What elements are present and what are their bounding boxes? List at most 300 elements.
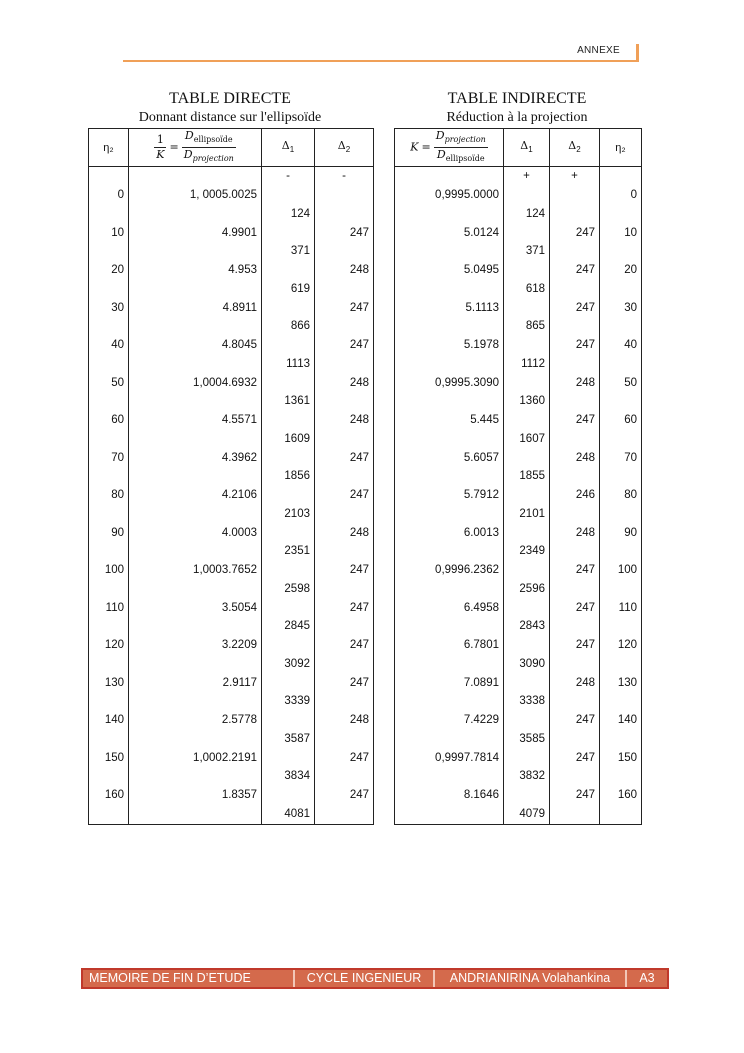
- direct-table-row: [89, 617, 374, 636]
- indirect-cell-eta: [600, 467, 642, 486]
- indirect-cell-value: 0,9996.2362: [395, 561, 504, 580]
- indirect-cell-value: 5.445: [395, 411, 504, 430]
- direct-table-row: [89, 599, 374, 618]
- indirect-header-frac-num: [434, 129, 488, 148]
- direct-table-row: [89, 280, 374, 299]
- indirect-table-row: [395, 561, 642, 580]
- indirect-cell-delta2: [550, 505, 600, 524]
- direct-cell-delta1: 2598: [262, 580, 315, 599]
- indirect-table-row: [395, 280, 642, 299]
- direct-table-row: [89, 205, 374, 224]
- indirect-table-row: [395, 355, 642, 374]
- direct-cell-eta: 80: [89, 486, 129, 505]
- indirect-header-frac-den-var: D: [436, 148, 446, 162]
- indirect-cell-delta1: 2843: [504, 617, 550, 636]
- direct-cell-delta1: [262, 599, 315, 618]
- direct-cell-delta2: [315, 280, 374, 299]
- direct-cell-delta2: -: [315, 167, 374, 186]
- direct-cell-value: [129, 317, 262, 336]
- direct-cell-delta1: [262, 524, 315, 543]
- indirect-cell-delta2: 248: [550, 449, 600, 468]
- indirect-cell-delta2: [550, 617, 600, 636]
- direct-cell-eta: [89, 505, 129, 524]
- indirect-cell-eta: [600, 767, 642, 786]
- direct-cell-delta1: 124: [262, 205, 315, 224]
- direct-cell-value: [129, 392, 262, 411]
- indirect-cell-eta: [600, 542, 642, 561]
- direct-header-frac-right-den-var: D: [183, 148, 193, 162]
- direct-cell-delta1: [262, 299, 315, 318]
- direct-table-row: [89, 505, 374, 524]
- indirect-cell-delta2: 248: [550, 674, 600, 693]
- direct-cell-value: [129, 617, 262, 636]
- direct-cell-value: [129, 205, 262, 224]
- indirect-cell-delta1: [504, 486, 550, 505]
- indirect-cell-delta1: [504, 186, 550, 205]
- indirect-cell-value: [395, 242, 504, 261]
- indirect-cell-eta: 50: [600, 374, 642, 393]
- indirect-cell-delta1: [504, 599, 550, 618]
- indirect-cell-value: [395, 505, 504, 524]
- direct-cell-value: [129, 542, 262, 561]
- direct-cell-eta: [89, 167, 129, 186]
- indirect-cell-eta: 90: [600, 524, 642, 543]
- direct-cell-delta1: 4081: [262, 805, 315, 824]
- indirect-cell-eta: 10: [600, 224, 642, 243]
- indirect-table-row: [395, 730, 642, 749]
- direct-table-subtitle: Donnant distance sur l'ellipsoïde: [138, 110, 322, 125]
- indirect-cell-delta2: 246: [550, 486, 600, 505]
- indirect-table-subtitle: Réduction à la projection: [446, 110, 588, 125]
- direct-cell-delta2: [315, 505, 374, 524]
- direct-cell-eta: [89, 242, 129, 261]
- direct-header-delta2-sub: 2: [345, 144, 351, 154]
- indirect-cell-delta2: [550, 730, 600, 749]
- direct-cell-value: [129, 355, 262, 374]
- direct-cell-eta: [89, 355, 129, 374]
- indirect-cell-eta: 100: [600, 561, 642, 580]
- direct-cell-delta1: 866: [262, 317, 315, 336]
- direct-cell-delta1: -: [262, 167, 315, 186]
- indirect-cell-delta1: [504, 711, 550, 730]
- direct-cell-delta2: 247: [315, 636, 374, 655]
- indirect-cell-delta1: 3832: [504, 767, 550, 786]
- indirect-cell-value: [395, 167, 504, 186]
- indirect-cell-delta1: [504, 261, 550, 280]
- indirect-cell-eta: 70: [600, 449, 642, 468]
- direct-cell-value: 4.0003: [129, 524, 262, 543]
- direct-cell-delta2: [315, 805, 374, 824]
- direct-header-eta: η₂: [89, 129, 129, 167]
- direct-cell-value: [129, 805, 262, 824]
- direct-cell-eta: [89, 580, 129, 599]
- direct-table-row: [89, 636, 374, 655]
- indirect-cell-eta: [600, 317, 642, 336]
- indirect-table-row: [395, 392, 642, 411]
- indirect-table-row: [395, 336, 642, 355]
- indirect-table-row: [395, 580, 642, 599]
- indirect-cell-value: [395, 692, 504, 711]
- indirect-cell-delta1: [504, 299, 550, 318]
- indirect-cell-value: 0,9995.3090: [395, 374, 504, 393]
- indirect-header-delta2-sub: 2: [576, 144, 581, 154]
- indirect-header-ratio: [395, 129, 504, 167]
- indirect-cell-delta2: 247: [550, 636, 600, 655]
- direct-cell-delta1: [262, 674, 315, 693]
- indirect-cell-delta2: 247: [550, 749, 600, 768]
- indirect-cell-value: 5.0495: [395, 261, 504, 280]
- direct-cell-eta: 150: [89, 749, 129, 768]
- direct-cell-eta: 30: [89, 299, 129, 318]
- indirect-cell-delta2: [550, 542, 600, 561]
- footer-author: ANDRIANIRINA Volahankina: [435, 970, 627, 987]
- direct-sign-row: [89, 167, 374, 186]
- direct-cell-delta1: [262, 186, 315, 205]
- direct-table-row: [89, 186, 374, 205]
- indirect-cell-value: 7.4229: [395, 711, 504, 730]
- direct-cell-delta2: 247: [315, 786, 374, 805]
- indirect-header-delta1-sub: 1: [528, 144, 533, 154]
- direct-cell-delta1: 1361: [262, 392, 315, 411]
- indirect-cell-eta: 0: [600, 186, 642, 205]
- direct-cell-eta: [89, 542, 129, 561]
- indirect-table-row: [395, 674, 642, 693]
- direct-cell-delta1: 1856: [262, 467, 315, 486]
- direct-table-header-row: [89, 129, 374, 167]
- direct-cell-eta: [89, 767, 129, 786]
- direct-cell-delta2: [315, 392, 374, 411]
- direct-header-frac-right: [182, 129, 236, 166]
- indirect-table-row: [395, 655, 642, 674]
- direct-header-frac-left: [154, 133, 166, 162]
- direct-table-row: [89, 317, 374, 336]
- indirect-cell-delta2: [550, 655, 600, 674]
- direct-cell-value: [129, 242, 262, 261]
- direct-table-row: [89, 486, 374, 505]
- direct-header-frac-left-num: 1: [154, 133, 166, 148]
- direct-cell-value: [129, 767, 262, 786]
- direct-cell-eta: 0: [89, 186, 129, 205]
- indirect-cell-value: 5.1978: [395, 336, 504, 355]
- indirect-cell-delta1: 618: [504, 280, 550, 299]
- header-rule: [123, 60, 639, 62]
- direct-cell-value: 3.5054: [129, 599, 262, 618]
- indirect-cell-value: [395, 355, 504, 374]
- direct-table-row: [89, 261, 374, 280]
- indirect-cell-value: [395, 392, 504, 411]
- indirect-cell-eta: 40: [600, 336, 642, 355]
- indirect-cell-value: [395, 205, 504, 224]
- indirect-header-frac-den: [434, 148, 488, 166]
- indirect-cell-delta2: [550, 317, 600, 336]
- indirect-cell-delta1: 124: [504, 205, 550, 224]
- indirect-table-row: [395, 449, 642, 468]
- direct-table-row: [89, 392, 374, 411]
- direct-cell-delta2: [315, 767, 374, 786]
- direct-header-frac-right-num-var: D: [184, 129, 194, 142]
- direct-cell-eta: 130: [89, 674, 129, 693]
- indirect-table-row: [395, 636, 642, 655]
- direct-table-row: [89, 692, 374, 711]
- indirect-table-row: [395, 186, 642, 205]
- direct-cell-delta2: 247: [315, 224, 374, 243]
- direct-cell-delta1: 2103: [262, 505, 315, 524]
- direct-header-frac-left-den: K: [156, 148, 165, 162]
- indirect-cell-delta1: 4079: [504, 805, 550, 824]
- indirect-cell-delta2: 247: [550, 599, 600, 618]
- indirect-cell-value: 8.1646: [395, 786, 504, 805]
- indirect-header-frac-num-sub: projection: [444, 135, 486, 145]
- direct-cell-eta: 140: [89, 711, 129, 730]
- indirect-cell-delta1: 2101: [504, 505, 550, 524]
- direct-cell-eta: 40: [89, 336, 129, 355]
- direct-cell-delta1: [262, 374, 315, 393]
- indirect-table-row: [395, 505, 642, 524]
- indirect-cell-delta2: 247: [550, 224, 600, 243]
- indirect-table-row: [395, 299, 642, 318]
- direct-cell-eta: 10: [89, 224, 129, 243]
- direct-header-delta2: [315, 129, 374, 167]
- direct-cell-value: 4.2106: [129, 486, 262, 505]
- indirect-table-row: [395, 599, 642, 618]
- indirect-cell-value: [395, 430, 504, 449]
- direct-cell-delta1: 2845: [262, 617, 315, 636]
- indirect-table: [394, 128, 642, 825]
- indirect-cell-eta: [600, 392, 642, 411]
- indirect-table-row: [395, 224, 642, 243]
- direct-cell-delta1: [262, 749, 315, 768]
- direct-cell-delta2: 248: [315, 261, 374, 280]
- indirect-cell-delta2: +: [550, 167, 600, 186]
- indirect-header-frac-den-sub: ellipsoïde: [445, 154, 485, 164]
- indirect-cell-value: [395, 280, 504, 299]
- indirect-cell-delta1: 865: [504, 317, 550, 336]
- indirect-header-k: K: [410, 140, 419, 154]
- direct-header-delta1-sub: 1: [289, 144, 295, 154]
- indirect-cell-value: [395, 617, 504, 636]
- indirect-cell-delta1: 1112: [504, 355, 550, 374]
- direct-cell-delta2: 247: [315, 299, 374, 318]
- direct-header-ratio: [129, 129, 262, 167]
- indirect-cell-value: [395, 467, 504, 486]
- direct-cell-delta1: [262, 411, 315, 430]
- direct-cell-delta2: 247: [315, 749, 374, 768]
- direct-table-title: TABLE DIRECTE: [169, 90, 291, 107]
- direct-cell-delta2: 248: [315, 374, 374, 393]
- direct-cell-value: [129, 655, 262, 674]
- direct-cell-eta: [89, 317, 129, 336]
- direct-cell-delta1: 1609: [262, 430, 315, 449]
- direct-cell-delta1: [262, 486, 315, 505]
- direct-table-row: [89, 374, 374, 393]
- direct-cell-value: [129, 467, 262, 486]
- direct-cell-value: 1,0004.6932: [129, 374, 262, 393]
- indirect-cell-eta: 60: [600, 411, 642, 430]
- direct-cell-delta2: [315, 205, 374, 224]
- direct-cell-delta1: [262, 711, 315, 730]
- indirect-cell-eta: 110: [600, 599, 642, 618]
- direct-cell-delta1: [262, 261, 315, 280]
- footer-page-number: A3: [639, 971, 655, 985]
- direct-cell-delta1: 3834: [262, 767, 315, 786]
- indirect-cell-value: 0,9997.7814: [395, 749, 504, 768]
- indirect-cell-delta2: 248: [550, 524, 600, 543]
- indirect-cell-eta: 160: [600, 786, 642, 805]
- indirect-cell-value: [395, 767, 504, 786]
- indirect-cell-eta: [600, 805, 642, 824]
- direct-header-delta1-symbol: Δ: [281, 138, 290, 152]
- indirect-sign-row: [395, 167, 642, 186]
- indirect-cell-delta2: [550, 767, 600, 786]
- direct-cell-eta: 110: [89, 599, 129, 618]
- direct-cell-value: 3.2209: [129, 636, 262, 655]
- indirect-cell-delta1: [504, 411, 550, 430]
- direct-cell-eta: [89, 430, 129, 449]
- indirect-cell-value: 5.0124: [395, 224, 504, 243]
- indirect-cell-delta1: 3338: [504, 692, 550, 711]
- indirect-cell-delta1: [504, 749, 550, 768]
- indirect-cell-eta: [600, 430, 642, 449]
- indirect-cell-value: [395, 655, 504, 674]
- indirect-table-row: [395, 430, 642, 449]
- indirect-cell-eta: 30: [600, 299, 642, 318]
- direct-cell-delta1: 1113: [262, 355, 315, 374]
- footer-cycle: CYCLE INGENIEUR: [295, 970, 435, 987]
- indirect-cell-delta2: 248: [550, 374, 600, 393]
- direct-cell-value: 1, 0005.0025: [129, 186, 262, 205]
- indirect-cell-eta: [600, 167, 642, 186]
- direct-table-row: [89, 711, 374, 730]
- indirect-cell-value: 0,9995.0000: [395, 186, 504, 205]
- direct-table-row: [89, 749, 374, 768]
- indirect-table-row: [395, 617, 642, 636]
- indirect-cell-delta1: 3585: [504, 730, 550, 749]
- indirect-cell-delta2: [550, 467, 600, 486]
- direct-header-delta2-symbol: Δ: [337, 138, 346, 152]
- indirect-table-row: [395, 261, 642, 280]
- direct-table-row: [89, 430, 374, 449]
- direct-table-row: [89, 786, 374, 805]
- indirect-cell-eta: [600, 655, 642, 674]
- direct-cell-delta1: 619: [262, 280, 315, 299]
- direct-cell-value: 4.953: [129, 261, 262, 280]
- indirect-cell-delta1: 1855: [504, 467, 550, 486]
- direct-cell-delta2: [315, 580, 374, 599]
- indirect-cell-delta2: 247: [550, 336, 600, 355]
- direct-table-row: [89, 580, 374, 599]
- direct-cell-value: 1,0002.2191: [129, 749, 262, 768]
- direct-cell-delta2: 247: [315, 561, 374, 580]
- indirect-table-row: [395, 692, 642, 711]
- direct-table-row: [89, 242, 374, 261]
- indirect-cell-delta2: 247: [550, 299, 600, 318]
- indirect-cell-delta2: 247: [550, 411, 600, 430]
- direct-cell-eta: 70: [89, 449, 129, 468]
- direct-cell-eta: 90: [89, 524, 129, 543]
- indirect-cell-delta1: [504, 336, 550, 355]
- direct-table-row: [89, 730, 374, 749]
- indirect-cell-delta2: [550, 430, 600, 449]
- direct-cell-eta: [89, 805, 129, 824]
- direct-cell-value: [129, 430, 262, 449]
- indirect-table-row: [395, 542, 642, 561]
- direct-cell-delta2: [315, 355, 374, 374]
- indirect-cell-eta: [600, 580, 642, 599]
- direct-cell-delta1: 3092: [262, 655, 315, 674]
- indirect-table-row: [395, 205, 642, 224]
- direct-cell-delta2: [315, 692, 374, 711]
- direct-cell-eta: [89, 392, 129, 411]
- direct-cell-delta1: 3587: [262, 730, 315, 749]
- indirect-table-row: [395, 242, 642, 261]
- direct-cell-eta: [89, 617, 129, 636]
- direct-cell-eta: [89, 730, 129, 749]
- direct-cell-value: 1,0003.7652: [129, 561, 262, 580]
- direct-table-row: [89, 805, 374, 824]
- indirect-cell-delta1: [504, 449, 550, 468]
- direct-table-row: [89, 542, 374, 561]
- direct-cell-delta2: [315, 317, 374, 336]
- indirect-cell-delta1: 371: [504, 242, 550, 261]
- direct-cell-value: 4.5571: [129, 411, 262, 430]
- indirect-table-row: [395, 767, 642, 786]
- direct-cell-eta: 20: [89, 261, 129, 280]
- indirect-cell-delta1: 1360: [504, 392, 550, 411]
- indirect-cell-delta1: +: [504, 167, 550, 186]
- header-rule-tick: [636, 44, 639, 62]
- indirect-cell-eta: 150: [600, 749, 642, 768]
- indirect-cell-eta: 20: [600, 261, 642, 280]
- indirect-table-row: [395, 786, 642, 805]
- direct-cell-value: [129, 692, 262, 711]
- direct-table-row: [89, 449, 374, 468]
- direct-cell-value: [129, 580, 262, 599]
- indirect-cell-value: 5.6057: [395, 449, 504, 468]
- indirect-cell-eta: [600, 692, 642, 711]
- direct-cell-eta: 160: [89, 786, 129, 805]
- direct-cell-value: 4.8911: [129, 299, 262, 318]
- footer-bar: [81, 968, 669, 989]
- direct-header-equals: =: [169, 140, 179, 154]
- indirect-header-delta2-symbol: Δ: [568, 138, 577, 152]
- indirect-cell-delta2: [550, 186, 600, 205]
- indirect-cell-delta1: 1607: [504, 430, 550, 449]
- direct-cell-eta: [89, 467, 129, 486]
- direct-cell-delta2: [315, 655, 374, 674]
- indirect-cell-eta: 80: [600, 486, 642, 505]
- direct-cell-delta2: [315, 186, 374, 205]
- direct-cell-eta: 120: [89, 636, 129, 655]
- indirect-cell-value: 5.1113: [395, 299, 504, 318]
- direct-cell-delta1: [262, 561, 315, 580]
- indirect-cell-delta2: [550, 280, 600, 299]
- indirect-cell-delta2: [550, 580, 600, 599]
- direct-cell-value: 4.8045: [129, 336, 262, 355]
- direct-cell-value: [129, 730, 262, 749]
- direct-cell-eta: 50: [89, 374, 129, 393]
- indirect-cell-delta2: 247: [550, 561, 600, 580]
- indirect-cell-value: [395, 580, 504, 599]
- indirect-header-eta: η₂: [600, 129, 642, 167]
- indirect-cell-eta: [600, 617, 642, 636]
- direct-header-frac-right-den: [182, 148, 236, 166]
- indirect-cell-delta1: [504, 374, 550, 393]
- direct-cell-delta2: 248: [315, 411, 374, 430]
- indirect-header-delta1: [504, 129, 550, 167]
- indirect-table-row: [395, 411, 642, 430]
- indirect-table-row: [395, 467, 642, 486]
- direct-cell-delta1: [262, 636, 315, 655]
